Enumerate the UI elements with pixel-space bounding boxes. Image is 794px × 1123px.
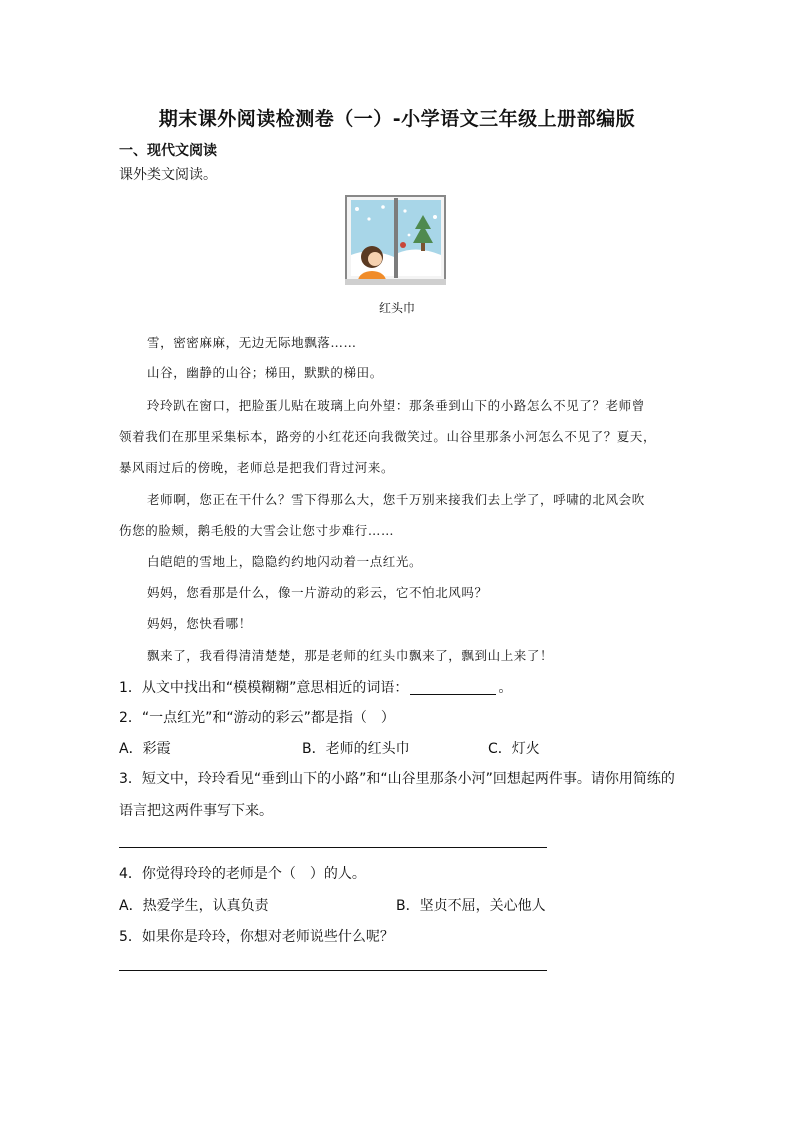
option-a[interactable]: A．彩霞 bbox=[119, 741, 171, 757]
question-1 bbox=[119, 677, 512, 697]
question-1-suffix: 。 bbox=[498, 680, 513, 696]
passage-line: 飘来了，我看得清清楚楚，那是老师的红头巾飘来了，飘到山上来了！ bbox=[147, 648, 554, 663]
option-a[interactable]: A．热爱学生，认真负责 bbox=[119, 898, 269, 914]
passage-line: 玲玲趴在窗口，把脸蛋儿贴在玻璃上向外望：那条垂到山下的小路怎么不见了？老师曾 bbox=[147, 398, 645, 413]
passage-line: 白皑皑的雪地上，隐隐约约地闪动着一点红光。 bbox=[147, 554, 423, 569]
section-heading: 一、现代文阅读 bbox=[119, 143, 217, 159]
subsection-heading: 课外类文阅读。 bbox=[119, 167, 217, 183]
passage-line: 雪，密密麻麻，无边无际地飘落…… bbox=[147, 335, 357, 350]
option-b[interactable]: B．坚贞不屈，关心他人 bbox=[396, 898, 546, 914]
option-c[interactable]: C．灯火 bbox=[488, 741, 540, 757]
question-3: 3．短文中，玲玲看见“垂到山下的小路”和“山谷里那条小河”回想起两件事。请你用简练的 bbox=[119, 771, 675, 787]
passage-line: 妈妈，您快看哪！ bbox=[147, 616, 252, 631]
passage-line: 暴风雨过后的傍晚，老师总是把我们背过河来。 bbox=[119, 460, 395, 475]
question-2: 2．“一点红光”和“游动的彩云”都是指（ ） bbox=[119, 710, 395, 726]
passage-line: 伤您的脸颊，鹅毛般的大雪会让您寸步难行…… bbox=[119, 523, 395, 538]
passage-line: 山谷，幽静的山谷；梯田，默默的梯田。 bbox=[147, 365, 383, 380]
passage-line: 妈妈，您看那是什么，像一片游动的彩云，它不怕北风吗？ bbox=[147, 585, 488, 600]
answer-line[interactable] bbox=[119, 847, 547, 848]
option-b[interactable]: B．老师的红头巾 bbox=[302, 741, 410, 757]
question-1-text: 1．从文中找出和“模模糊糊”意思相近的词语： bbox=[119, 680, 409, 696]
page-title: 期末课外阅读检测卷（一）-小学语文三年级上册部编版 bbox=[158, 108, 636, 130]
passage-line: 领着我们在那里采集标本，路旁的小红花还向我微笑过。山谷里那条小河怎么不见了？夏天， bbox=[119, 429, 657, 444]
question-5: 5．如果你是玲玲，你想对老师说些什么呢？ bbox=[119, 929, 394, 945]
answer-blank[interactable] bbox=[410, 680, 496, 695]
question-4: 4．你觉得玲玲的老师是个（ ）的人。 bbox=[119, 866, 366, 882]
answer-line[interactable] bbox=[119, 970, 547, 971]
figure-caption: 红头巾 bbox=[378, 301, 415, 315]
question-3-cont: 语言把这两件事写下来。 bbox=[119, 803, 273, 819]
passage-line: 老师啊，您正在干什么？雪下得那么大，您千万别来接我们去上学了，呼啸的北风会吹 bbox=[147, 492, 645, 507]
window-illustration bbox=[345, 195, 446, 285]
